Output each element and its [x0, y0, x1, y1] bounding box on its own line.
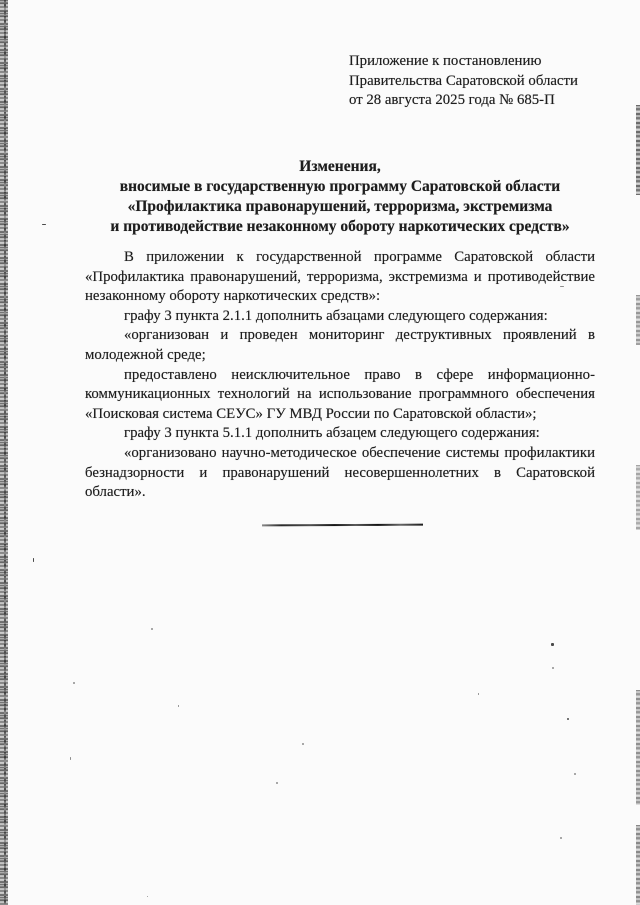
scan-speck	[567, 718, 569, 720]
document-title	[85, 157, 595, 237]
title-line-3: «Профилактика правонарушений, терроризма, экстремизма	[127, 198, 553, 215]
scan-artifact-right-edge	[636, 825, 640, 905]
scan-artifact-right-edge	[636, 465, 640, 530]
title-line-1: Изменения,	[299, 158, 381, 175]
annex-line-1: Приложение к постановлению	[349, 53, 542, 69]
body-paragraph-2: графу 3 пункта 2.1.1 дополнить абзацами следующего содержания:	[124, 307, 548, 324]
scan-artifact-right-edge	[636, 690, 640, 805]
annex-reference-block	[349, 52, 578, 111]
scan-artifact-left-edge-core	[4, 0, 6, 905]
annex-line-3: от 28 августа 2025 года № 685-П	[349, 92, 555, 109]
scan-artifact-right-edge	[636, 105, 640, 195]
scan-artifact-right-edge	[636, 295, 640, 345]
document-body	[85, 248, 595, 503]
scan-speck	[560, 286, 564, 287]
scan-speck	[151, 628, 153, 630]
body-paragraph-5: графу 3 пункта 5.1.1 дополнить абзацем следующего содержания:	[124, 425, 540, 442]
scan-speck	[73, 682, 75, 684]
scan-speck	[302, 743, 304, 745]
scan-speck	[560, 837, 562, 839]
scan-speck	[70, 757, 71, 760]
scan-speck	[478, 693, 479, 695]
body-paragraph-4: предоставлено неисключительное право в сфере информационно-коммуникационных технологий на использование программного обеспечения «Поисковая система СЕУС» ГУ МВД России по Саратовской области»;	[85, 366, 595, 422]
scan-speck	[147, 896, 148, 897]
scan-speck	[574, 773, 576, 775]
scan-speck	[33, 558, 34, 562]
body-paragraph-3: «организован и проведен мониторинг деструктивных проявлений в молодежной среде;	[85, 327, 595, 363]
title-line-4: и противодействие незаконному обороту наркотических средств»	[110, 218, 570, 235]
body-paragraph-1: В приложении к государственной программе Саратовской области «Профилактика правонарушений, терроризма, экстремизма и противодействие незаконному обороту наркотических средств»:	[85, 249, 595, 305]
scan-speck	[551, 643, 554, 646]
annex-line-2: Правительства Саратовской области	[349, 72, 578, 89]
scan-speck	[178, 705, 179, 707]
title-line-2: вносимые в государственную программу Саратовской области	[119, 178, 561, 195]
scan-speck	[276, 782, 278, 784]
scan-speck	[42, 224, 46, 225]
body-paragraph-6: «организовано научно-методическое обеспечение системы профилактики безнадзорности и правонарушений несовершеннолетних в Саратовской области».	[85, 444, 595, 501]
scan-speck	[552, 667, 554, 669]
signature-separator-line	[262, 524, 423, 527]
